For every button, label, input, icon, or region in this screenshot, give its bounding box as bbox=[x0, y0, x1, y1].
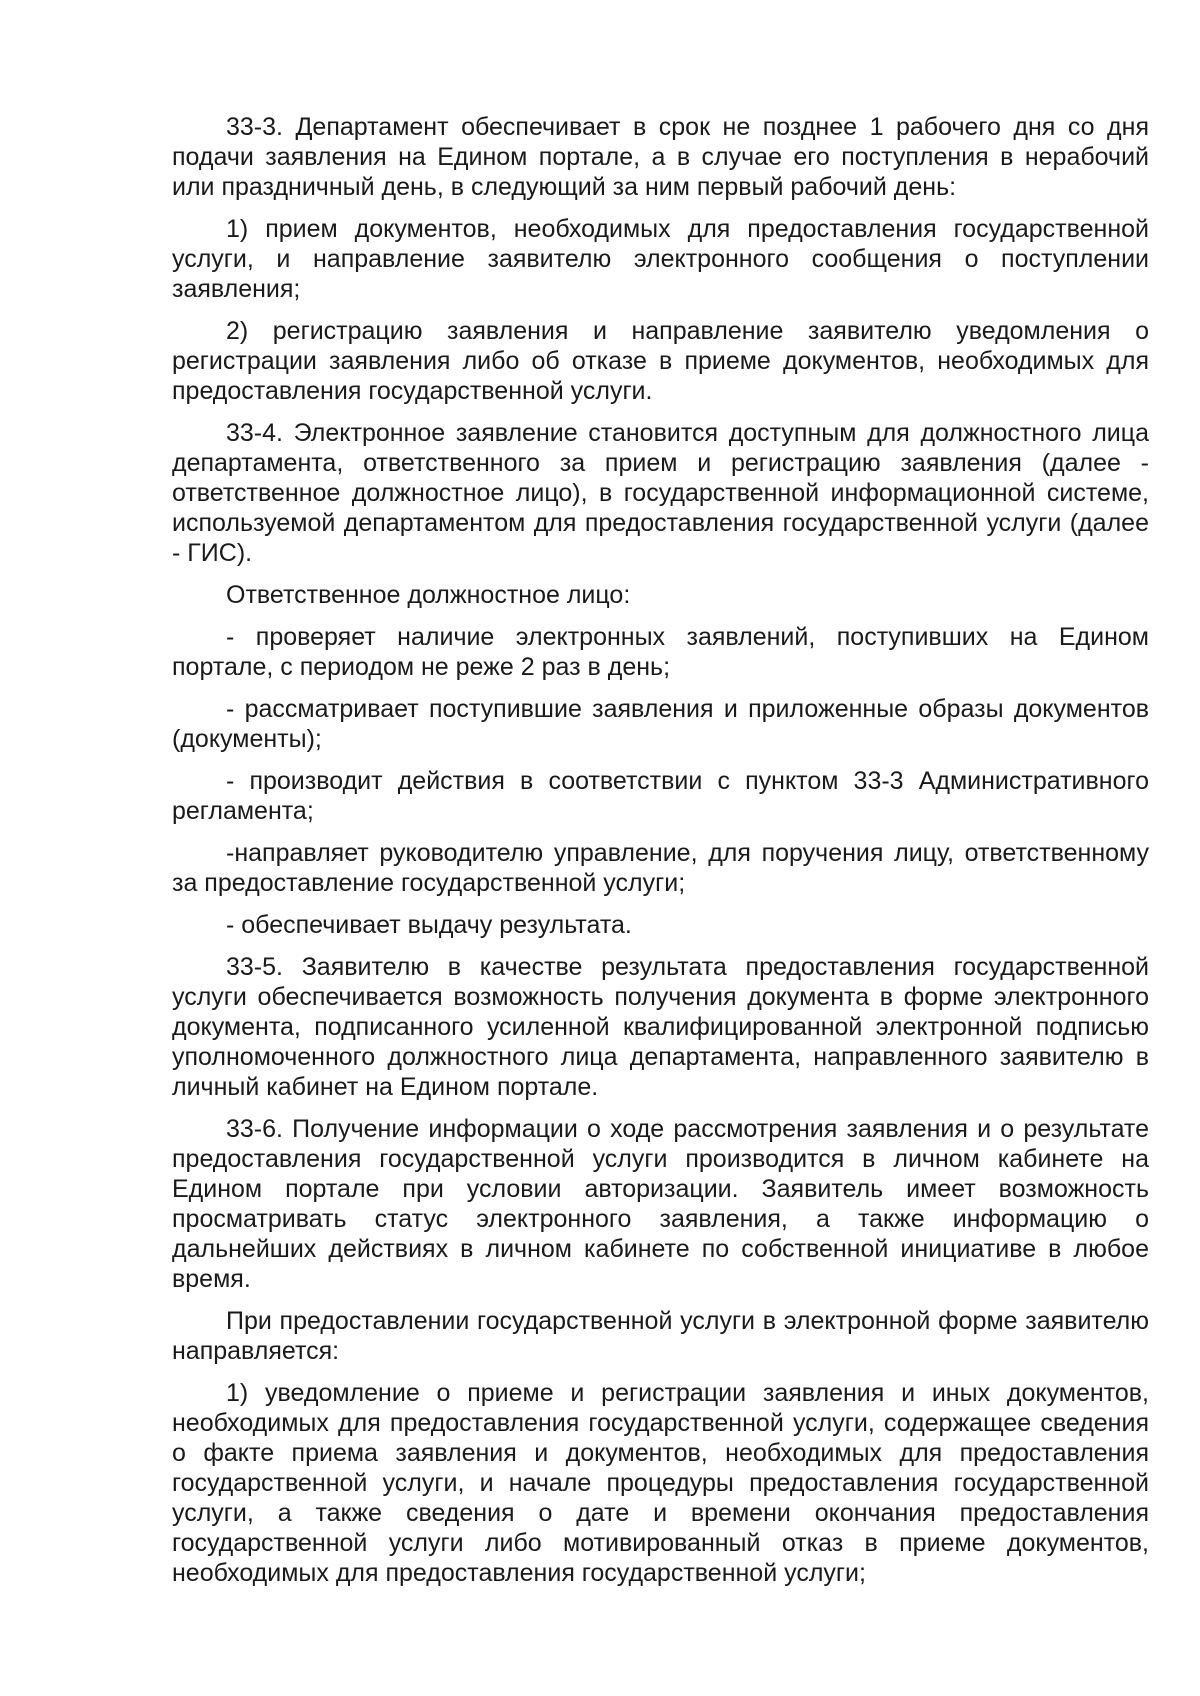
paragraph-checks-applications: - проверяет наличие электронных заявлений, поступивших на Едином портале, с периодом не реже 2 раз в день; bbox=[172, 623, 1149, 681]
paragraph-ensures-result: - обеспечивает выдачу результата. bbox=[226, 911, 632, 939]
paragraph-item-1-notification: 1) уведомление о приеме и регистрации заявления и иных документов, необходимых для предоставления государственной услуги, содержащее сведения о факте приема заявления и документов, необходимых для предоставления государственной услуги, и начале процедуры предоставления государственной услуги, а также сведения о дате и времени окончания предоставления государственной услуги либо мотивированный отказ в приеме документов, необходимых для предоставления государственной услуги; bbox=[172, 1379, 1149, 1587]
paragraph-item-2-registration: 2) регистрацию заявления и направление заявителю уведомления о регистрации заявления либо об отказе в приеме документов, необходимых для предоставления государственной услуги. bbox=[172, 317, 1149, 405]
paragraph-electronic-form: При предоставлении государственной услуги в электронной форме заявителю направляется: bbox=[172, 1307, 1149, 1365]
paragraph-33-3: 33-3. Департамент обеспечивает в срок не позднее 1 рабочего дня со дня подачи заявления на Едином портале, а в случае его поступления в нерабочий или праздничный день, в следующий за ним первый рабочий день: bbox=[172, 113, 1149, 201]
document-page bbox=[172, 112, 1149, 1600]
paragraph-responsible-official: Ответственное должностное лицо: bbox=[226, 581, 631, 609]
paragraph-item-1-reception: 1) прием документов, необходимых для предоставления государственной услуги, и направление заявителю электронного сообщения о поступлении заявления; bbox=[172, 215, 1149, 303]
paragraph-33-4: 33-4. Электронное заявление становится доступным для должностного лица департамента, ответственного за прием и регистрацию заявления (далее - ответственное должностное лицо), в государственной информационной системе, используемой департаментом для предоставления государственной услуги (далее - ГИС). bbox=[172, 419, 1149, 567]
paragraph-reviews-applications: - рассматривает поступившие заявления и приложенные образы документов (документы); bbox=[172, 695, 1149, 753]
paragraph-performs-actions: - производит действия в соответствии с пунктом 33-3 Административного регламента; bbox=[172, 767, 1149, 825]
paragraph-33-5: 33-5. Заявителю в качестве результата предоставления государственной услуги обеспечивается возможность получения документа в форме электронного документа, подписанного усиленной квалифицированной электронной подписью уполномоченного должностного лица департамента, направленного заявителю в личный кабинет на Едином портале. bbox=[172, 953, 1149, 1101]
paragraph-directs-to-head: -направляет руководителю управление, для поручения лицу, ответственному за предоставление государственной услуги; bbox=[172, 839, 1149, 897]
paragraph-33-6: 33-6. Получение информации о ходе рассмотрения заявления и о результате предоставления государственной услуги производится в личном кабинете на Едином портале при условии авторизации. Заявитель имеет возможность просматривать статус электронного заявления, а также информацию о дальнейших действиях в личном кабинете по собственной инициативе в любое время. bbox=[172, 1115, 1149, 1293]
